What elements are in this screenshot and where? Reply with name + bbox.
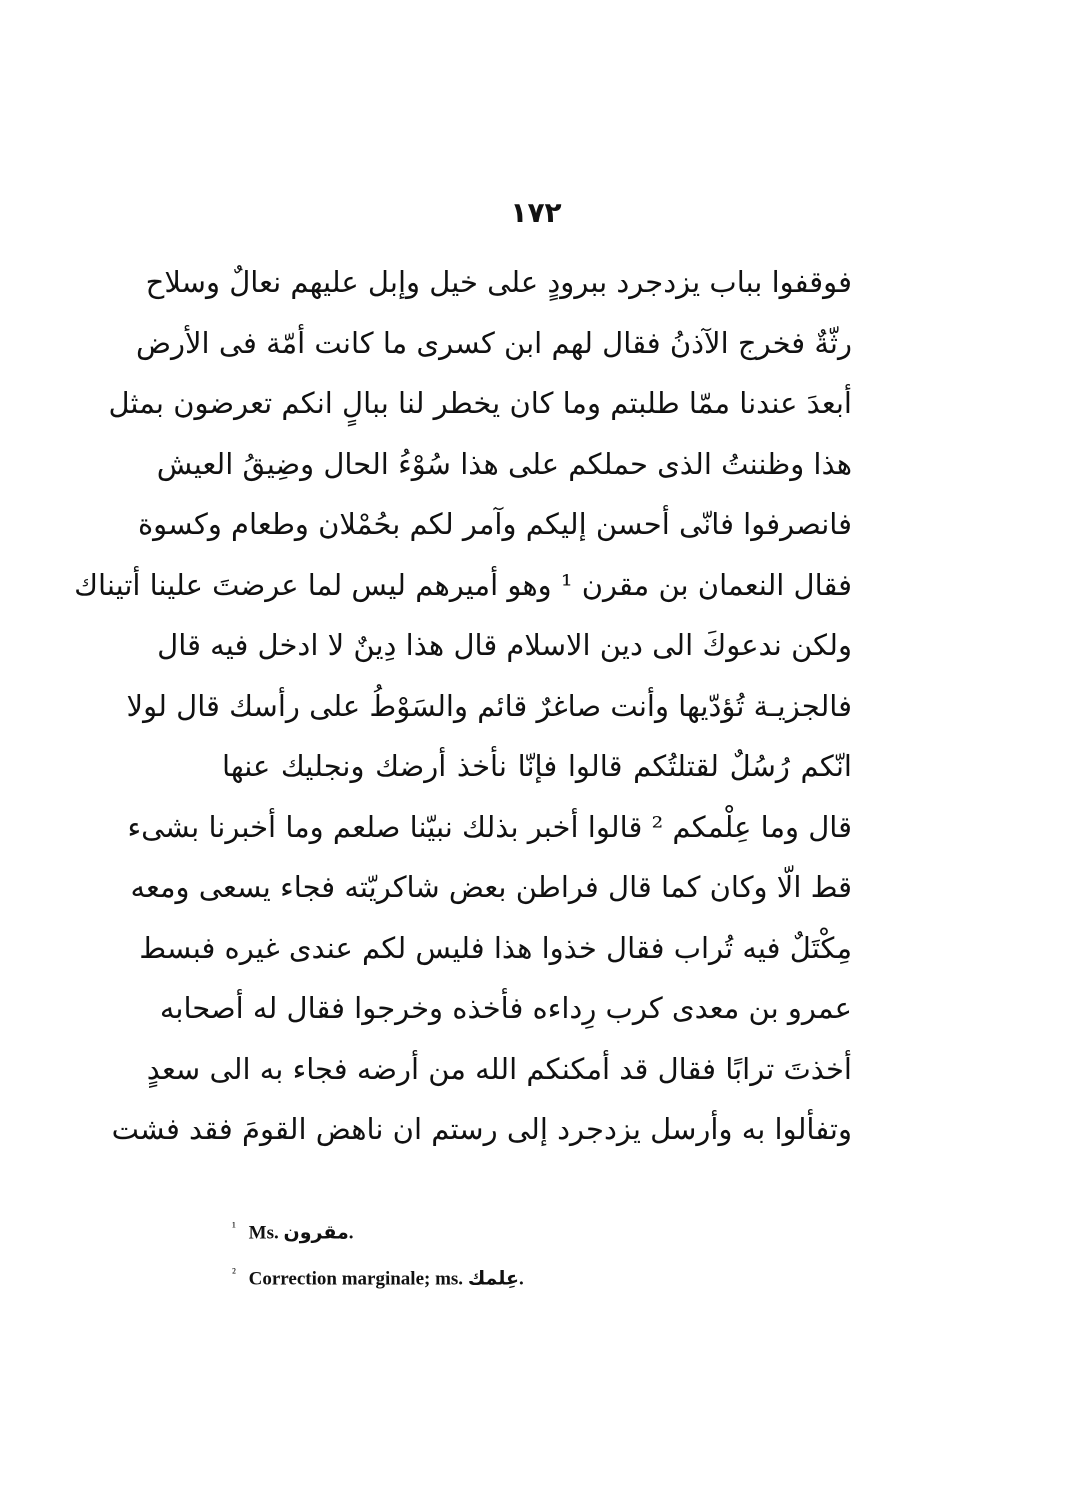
footnote-label: Ms. bbox=[248, 1222, 279, 1244]
text-line-11: قط الّا وكان كما قال فراطن بعض شاكريّته فجاء يسعى ومعه bbox=[130, 870, 852, 904]
text-line-7: ولكن ندعوكَ الى دين الاسلام قال هذا دِينٌ لا ادخل فيه قال bbox=[157, 628, 852, 662]
footnote-arabic-reading: مقرون bbox=[283, 1221, 349, 1244]
main-text-block bbox=[74, 252, 852, 1160]
text-line-4: هذا وظننتُ الذى حملكم على هذا سُوْءُ الحال وضِيقُ العيش bbox=[156, 446, 852, 481]
footnotes bbox=[232, 1204, 732, 1296]
text-line-9: انّكم رُسُلٌ لقتلتُكم قالوا فإنّا نأخذ أرضك ونجليك عنها bbox=[222, 749, 852, 783]
text-line-3: أبعدَ عندنا ممّا طلبتم وما كان يخطر لنا ببالٍ انكم تعرضون بمثل bbox=[108, 386, 852, 420]
footnote-label: Correction marginale; ms. bbox=[248, 1268, 464, 1290]
footnote-1 bbox=[232, 1204, 732, 1250]
footnote-2 bbox=[232, 1250, 732, 1296]
text-line-6: فقال النعمان بن مقرن ¹ وهو أميرهم ليس لما عرضتَ علينا أتيناك bbox=[74, 567, 852, 602]
footnote-marker: ¹ bbox=[232, 1219, 236, 1234]
page-number: ١٧٢ bbox=[510, 196, 562, 229]
footnote-arabic-reading: عِلمك bbox=[467, 1267, 519, 1290]
text-line-14: أخذتَ ترابًا فقال قد أمكنكم الله من أرضه فجاء به الى سعدٍ bbox=[146, 1051, 852, 1086]
text-line-1: فوقفوا بباب يزدجرد ببرودٍ على خيل وإبل عليهم نعالٌ وسلاح bbox=[145, 265, 852, 299]
footnote-stop: . bbox=[348, 1222, 354, 1244]
text-line-12: مِكْتَلٌ فيه تُراب فقال خذوا هذا فليس لكم عندى غيره فبسط bbox=[139, 930, 852, 965]
text-line-15: وتفألوا به وأرسل يزدجرد إلى رستم ان ناهض القومَ فقد فشت bbox=[111, 1112, 852, 1146]
text-line-13: عمرو بن معدى كرب رِداءه فأخذه وخرجوا فقال له أصحابه bbox=[159, 991, 852, 1025]
footnote-stop: . bbox=[518, 1268, 524, 1290]
footnote-marker: ² bbox=[232, 1265, 236, 1280]
text-line-10: قال وما عِلْمكم ² قالوا أخبر بذلك نبيّنا صلعم وما أخبرنا بشىء bbox=[127, 809, 852, 844]
text-line-2: رثّةٌ فخرج الآذنُ فقال لهم ابن كسرى ما كانت أمّة فى الأرض bbox=[135, 325, 852, 360]
text-line-8: فالجزيـة تُؤدّيها وأنت صاغرٌ قائم والسَوْطُ على رأسك قال لولا bbox=[126, 688, 852, 723]
text-line-5: فانصرفوا فانّى أحسن إليكم وآمر لكم بحُمْلان وطعام وكسوة bbox=[137, 507, 852, 541]
